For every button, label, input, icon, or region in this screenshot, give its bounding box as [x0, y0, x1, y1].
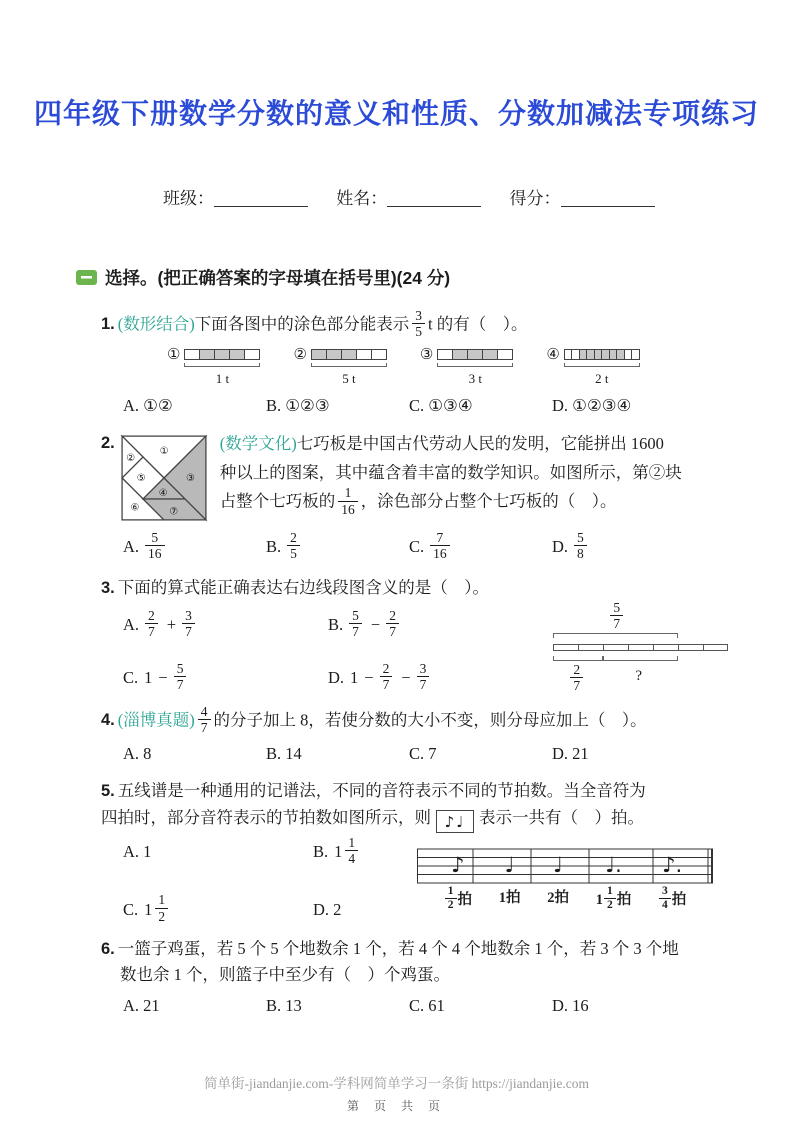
- class-blank-line: [214, 190, 308, 207]
- option-fraction: [145, 530, 165, 561]
- fraction-bar: [311, 349, 387, 360]
- bar-column: [564, 349, 640, 389]
- q1-option-b: B. ①②③: [266, 396, 330, 416]
- bar-label: 5 t: [342, 371, 356, 387]
- option-key: B.: [266, 537, 282, 557]
- beat-count-label: [658, 887, 686, 914]
- fraction-denominator: 7: [380, 676, 393, 692]
- staff-column: [499, 839, 521, 914]
- q1-stem: [101, 310, 729, 341]
- segment: [498, 350, 512, 359]
- segment: [625, 350, 633, 359]
- bar-brace: [311, 363, 387, 367]
- shaded-segment: [595, 350, 603, 359]
- music-note-icon: ♪.: [662, 853, 683, 878]
- diagram-top-fraction: [610, 600, 623, 631]
- fraction-numerator: 3: [185, 607, 192, 623]
- q6-stem-line2: 数也余 1 个，则篮子中至少有（ ）个鸡蛋。: [120, 965, 450, 985]
- whole-number: 1: [144, 899, 153, 919]
- bar-label: 1 t: [215, 371, 230, 387]
- shaded-segment: [468, 350, 483, 359]
- q4-text: 的分子加上 8，若使分数的大小不变，则分母应加上（ ）。: [213, 710, 647, 730]
- q5-text-line1: 五线谱是一种通用的记谱法，不同的音符表示不同的节拍数。当全音符为: [117, 780, 646, 800]
- q1-options: [123, 393, 729, 420]
- music-notes-box: [436, 810, 474, 833]
- fraction-numerator: 1: [344, 485, 352, 501]
- operator: −: [401, 668, 411, 688]
- beat-fraction: [445, 885, 457, 912]
- fraction-denominator: 7: [145, 623, 158, 639]
- option-fraction: [145, 608, 158, 639]
- q2-option-d: [552, 529, 695, 563]
- q1-text-after: t 的有（ ）。: [428, 314, 528, 334]
- q5-option-b: [313, 837, 413, 868]
- option-key: A.: [123, 537, 140, 557]
- score-field: [510, 189, 655, 208]
- tangram-label-5: ⑤: [136, 473, 146, 485]
- beat-suffix: 拍: [616, 891, 632, 908]
- green-card-icon: [76, 270, 97, 285]
- fraction-numerator: 2: [290, 529, 297, 545]
- staff-column: [658, 839, 686, 914]
- staff-notes-and-labels: [417, 839, 713, 914]
- shaded-segment: [617, 350, 625, 359]
- q5-body: [101, 837, 729, 925]
- segment: [185, 350, 200, 359]
- score-blank-line: [561, 190, 655, 207]
- fraction-numerator: 5: [176, 661, 184, 677]
- q4-number: 4.: [101, 711, 115, 730]
- q5-text-line2b: 表示一共有（ ）拍。: [479, 807, 644, 827]
- shaded-segment: [610, 350, 618, 359]
- q3-number: 3.: [101, 579, 115, 598]
- shaded-segment: [342, 350, 357, 359]
- q4-option-d: D. 21: [552, 744, 589, 764]
- beat-suffix: 拍: [671, 891, 687, 908]
- q6-option-d: D. 16: [552, 996, 589, 1016]
- page-title: 四年级下册数学分数的意义和性质、分数加减法专项练习: [33, 98, 759, 129]
- shaded-segment: [587, 350, 595, 359]
- option-key: C.: [409, 537, 425, 557]
- option-fraction: [182, 608, 195, 639]
- segment: [438, 350, 453, 359]
- question-1: [0, 310, 793, 420]
- option-fraction: [430, 530, 450, 561]
- q2-line3-text-after: ，涂色部分占整个七巧板的（ ）。: [360, 491, 617, 511]
- shaded-segment: [230, 350, 245, 359]
- diagram-left-brace: [553, 656, 603, 661]
- diagram-circled-number: ①: [167, 347, 181, 364]
- bar-brace: [184, 363, 260, 367]
- fraction-denominator: 8: [574, 545, 587, 561]
- music-note-icon: ♪: [451, 853, 465, 878]
- fraction-denominator: 7: [174, 676, 187, 692]
- q2-fraction: [338, 485, 358, 516]
- q5-text-line2a: 四拍时，部分音符表示的节拍数如图所示，则: [101, 807, 431, 827]
- option-fraction: [417, 661, 430, 692]
- option-key: B.: [313, 842, 329, 862]
- segment: [357, 350, 372, 359]
- beat-suffix: 拍: [457, 891, 472, 908]
- whole-number: 2: [547, 890, 555, 907]
- q5-option-c: [123, 894, 313, 925]
- fraction-bar: [437, 349, 513, 360]
- q3-line-diagram: [553, 599, 729, 698]
- music-note-icon: ♩.: [605, 853, 622, 878]
- q6-text-line1: 一篮子鸡蛋，若 5 个 5 个地数余 1 个，若 4 个 4 个地数余 1 个，若 3 个 3 个地: [117, 938, 679, 958]
- option-key: D.: [328, 668, 345, 688]
- staff-column: [596, 839, 632, 914]
- q5-option-d: D. 2: [313, 899, 342, 919]
- q3-options: [123, 607, 537, 694]
- mixed-number: [144, 894, 171, 925]
- fraction-bar: [184, 349, 260, 360]
- note-glyphs: ♪♩: [444, 812, 466, 831]
- q2-line-2: 种以上的图案，其中蕴含着丰富的数学知识。如图所示，第②块: [219, 462, 682, 482]
- fraction-denominator: 7: [386, 623, 399, 639]
- segment: [372, 350, 386, 359]
- beat-fraction: [659, 885, 671, 912]
- question-2: [0, 430, 793, 563]
- fraction-bar: [564, 349, 640, 360]
- option-fraction: [380, 661, 393, 692]
- whole-number: 1: [595, 891, 603, 908]
- q2-number: 2.: [101, 433, 115, 452]
- diagram-left-fraction: [570, 662, 583, 693]
- fraction-numerator: 5: [577, 529, 584, 545]
- fraction-numerator: 2: [389, 607, 396, 623]
- mixed-number: [334, 837, 361, 868]
- tangram-label-4: ④: [158, 487, 168, 499]
- q1-bar-diagram: [167, 349, 260, 389]
- fraction-denominator: 7: [198, 719, 211, 735]
- shaded-segment: [327, 350, 342, 359]
- fraction-numerator: 1: [158, 892, 166, 908]
- q2-line-1: [220, 430, 729, 459]
- option-fraction: [174, 661, 187, 692]
- beat-suffix: 拍: [506, 890, 521, 907]
- bar-brace: [437, 363, 513, 367]
- bar-column: [184, 349, 260, 389]
- q2-line-3: [220, 487, 729, 518]
- name-label: 姓名：: [336, 189, 388, 208]
- score-label: 得分：: [509, 189, 561, 208]
- tangram-label-7: ⑦: [169, 506, 178, 518]
- q2-stem: [101, 430, 729, 522]
- option-fraction: [345, 835, 358, 866]
- fraction-denominator: 7: [182, 623, 195, 639]
- fraction-denominator: 7: [417, 676, 430, 692]
- diagram-circled-number: ③: [419, 347, 434, 364]
- staff-column: [547, 839, 569, 914]
- fraction-numerator: 2: [573, 661, 581, 677]
- q1-tag: (数形结合): [117, 314, 195, 334]
- whole-number: 1: [334, 842, 343, 862]
- option-fraction: [287, 530, 300, 561]
- q2-option-b: [266, 529, 409, 563]
- q3-stem: [101, 575, 729, 602]
- operator: +: [166, 615, 177, 635]
- q3-option-b: [328, 607, 533, 641]
- footer-site-link: 简单街-jiandanjie.com-学科网简单学习一条街 https://jiandanjie.com: [203, 1076, 590, 1091]
- bar-label: 3 t: [468, 371, 483, 387]
- section-title: 选择。: [105, 268, 158, 288]
- staff-column: [444, 839, 472, 914]
- operator: −: [158, 668, 168, 688]
- shaded-segment: [602, 350, 610, 359]
- beat-count-label: [499, 887, 521, 910]
- diagram-question-mark: ?: [635, 667, 643, 684]
- beat-count-label: [547, 887, 569, 910]
- q1-option-a: A. ①②: [123, 396, 173, 416]
- q6-option-b: B. 13: [266, 996, 302, 1016]
- q1-text: 下面各图中的涂色部分能表示: [194, 314, 410, 334]
- option-fraction: [155, 892, 168, 923]
- q3-option-d: [328, 663, 533, 694]
- fraction-numerator: 4: [200, 703, 208, 719]
- bar-label: 2 t: [595, 371, 609, 387]
- fraction-denominator: 2: [604, 898, 616, 912]
- q1-bar-diagram: [420, 349, 513, 389]
- bar-column: [437, 349, 513, 389]
- music-note-icon: ♩: [504, 853, 515, 878]
- q4-fraction: [198, 704, 211, 735]
- q5-option-a: A. 1: [123, 842, 152, 862]
- name-blank-line: [387, 190, 481, 207]
- q6-number: 6.: [101, 939, 115, 958]
- section-subtitle: (把正确答案的字母填在括号里)(24 分): [157, 268, 451, 288]
- segment: [572, 350, 580, 359]
- diagram-segment-line: [553, 644, 728, 651]
- option-key: B.: [328, 615, 344, 635]
- q2-line1-text: 七巧板是中国古代劳动人民的发明，它能拼出 1600: [296, 433, 664, 453]
- q2-text-block: [220, 430, 729, 519]
- music-note-icon: ♩: [553, 853, 564, 878]
- question-6: [0, 936, 793, 1020]
- q4-option-a: A. 8: [123, 744, 152, 764]
- fraction-numerator: 2: [148, 607, 155, 623]
- q1-option-c: C. ①③④: [409, 396, 473, 416]
- whole-number: 1: [350, 668, 359, 688]
- shaded-segment: [200, 350, 215, 359]
- option-key: A.: [123, 615, 140, 635]
- q6-option-a: A. 21: [123, 996, 160, 1016]
- fraction-numerator: 1: [348, 835, 356, 851]
- shaded-segment: [580, 350, 588, 359]
- diagram-circled-number: ②: [293, 347, 307, 364]
- beat-fraction: [604, 885, 616, 912]
- fraction-numerator: 3: [419, 661, 427, 677]
- class-field: [163, 189, 308, 208]
- shaded-segment: [453, 350, 468, 359]
- q3-body: [101, 599, 729, 698]
- q4-stem: [101, 703, 729, 737]
- option-key: D.: [552, 537, 569, 557]
- fraction-denominator: 2: [445, 898, 457, 912]
- tangram-label-3: ③: [185, 473, 195, 485]
- header-fields: [163, 184, 793, 209]
- tangram-label-1: ①: [159, 445, 169, 457]
- fraction-numerator: 5: [613, 599, 621, 615]
- q3-option-c: [123, 663, 328, 694]
- option-key: C.: [123, 668, 139, 688]
- q4-option-c: C. 7: [409, 744, 437, 764]
- q1-option-d: D. ①②③④: [552, 396, 632, 416]
- q1-bar-diagram: [546, 349, 639, 389]
- q1-fraction: [412, 308, 425, 339]
- shaded-segment: [215, 350, 230, 359]
- q1-number: 1.: [101, 315, 115, 334]
- fraction-denominator: 7: [570, 677, 583, 693]
- fraction-denominator: 16: [430, 545, 450, 561]
- option-fraction: [349, 608, 362, 639]
- fraction-denominator: 5: [412, 323, 425, 339]
- tangram-label-6: ⑥: [130, 502, 140, 514]
- q5-number: 5.: [101, 781, 115, 800]
- name-field: [336, 189, 481, 208]
- whole-number: 1: [144, 668, 153, 688]
- q5-stem-line2: [101, 805, 729, 834]
- shaded-segment: [312, 350, 327, 359]
- tangram-figure: [120, 434, 208, 522]
- fraction-denominator: 16: [338, 501, 358, 517]
- class-label: 班级：: [163, 189, 214, 208]
- q2-tag: (数学文化): [219, 433, 297, 453]
- diagram-circled-number: ④: [546, 347, 560, 364]
- operator: −: [370, 615, 381, 635]
- q1-bar-diagrams: [167, 349, 729, 389]
- fraction-numerator: 1: [447, 885, 454, 898]
- fraction-denominator: 2: [155, 908, 168, 924]
- diagram-top-brace: [553, 633, 678, 638]
- question-3: [0, 575, 793, 698]
- q3-option-a: [123, 607, 328, 641]
- bar-brace: [564, 363, 640, 367]
- option-fraction: [574, 530, 587, 561]
- whole-number: 1: [498, 890, 506, 907]
- fraction-numerator: 7: [436, 529, 444, 545]
- q3-text: 下面的算式能正确表达右边线段图含义的是（ ）。: [117, 578, 490, 598]
- q4-options: [123, 741, 729, 768]
- section-header: [76, 265, 793, 290]
- q2-options: [123, 529, 729, 563]
- bar-column: [311, 349, 387, 389]
- q6-option-c: C. 61: [409, 996, 445, 1016]
- footer-page-number: 第 页 共 页: [346, 1099, 446, 1113]
- q6-options: [123, 993, 729, 1020]
- fraction-numerator: 3: [415, 308, 423, 323]
- q5-options: [123, 837, 413, 925]
- segment: [245, 350, 259, 359]
- fraction-denominator: 7: [610, 615, 623, 631]
- question-5: [0, 778, 793, 926]
- shaded-segment: [483, 350, 498, 359]
- q6-stem-line1: [101, 936, 729, 963]
- q5-stem-line1: [101, 778, 729, 805]
- beat-count-label: [444, 887, 472, 914]
- q4-tag: (淄博真题): [117, 710, 195, 730]
- segment: [632, 350, 639, 359]
- fraction-numerator: 5: [352, 607, 359, 623]
- fraction-denominator: 4: [659, 898, 671, 912]
- segment: [565, 350, 573, 359]
- q1-bar-diagram: [293, 349, 386, 389]
- q2-option-a: [123, 529, 266, 563]
- q2-option-c: [409, 529, 552, 563]
- tangram-label-2: ②: [126, 453, 135, 465]
- option-key: C.: [123, 899, 139, 919]
- fraction-numerator: 1: [607, 885, 613, 898]
- question-4: [0, 703, 793, 768]
- fraction-denominator: 16: [145, 545, 165, 561]
- fraction-numerator: 3: [662, 885, 668, 898]
- q2-line3-text: 占整个七巧板的: [219, 491, 336, 511]
- operator: −: [364, 668, 374, 688]
- fraction-denominator: 5: [287, 545, 300, 561]
- fraction-numerator: 2: [382, 661, 390, 677]
- fraction-numerator: 5: [151, 529, 159, 545]
- fraction-denominator: 4: [345, 850, 358, 866]
- diagram-right-brace: [603, 656, 678, 661]
- q4-option-b: B. 14: [266, 744, 302, 764]
- beat-count-label: [596, 887, 632, 914]
- music-staff-figure: [417, 839, 713, 914]
- beat-suffix: 拍: [554, 890, 569, 907]
- fraction-denominator: 7: [349, 623, 362, 639]
- option-fraction: [386, 608, 399, 639]
